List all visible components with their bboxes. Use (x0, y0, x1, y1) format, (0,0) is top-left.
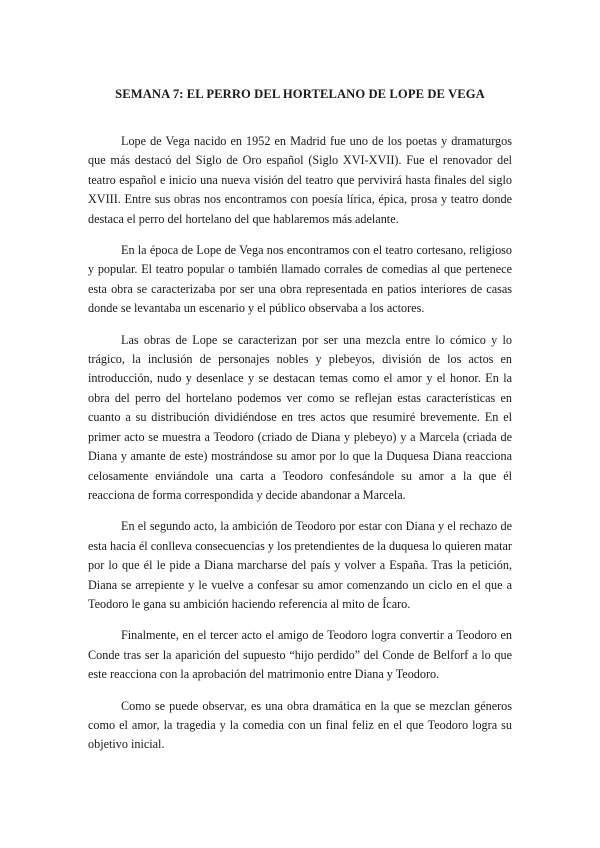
paragraph-second-act: En el segundo acto, la ambición de Teodoro por estar con Diana y el rechazo de esta hacia él conlleva consecuencias y los pretendientes de la duquesa lo quieren matar por lo que él le pide a Diana marcharse del país y volver a España. Tras la petición, Diana se arrepiente y le vuelve a confesar su amor comenzando un ciclo en el que a Teodoro le gana su ambición haciendo referencia al mito de Ícaro. (88, 519, 512, 611)
paragraph-third-act: Finalmente, en el tercer acto el amigo de Teodoro logra convertir a Teodoro en Conde tras ser la aparición del supuesto “hijo perdido” del Conde de Belforf a lo que este reacciona con la aprobación del matrimonio entre Diana y Teodoro. (88, 628, 512, 682)
paragraph-conclusion: Como se puede observar, es una obra dramática en la que se mezclan géneros como el amor, la tragedia y la comedia con un final feliz en el que Teodoro logra su objetivo inicial. (88, 698, 512, 752)
paragraph-first-act: Las obras de Lope se caracterizan por ser una mezcla entre lo cómico y lo trágico, la inclusión de personajes nobles y plebeyos, división de los actos en introducción, nudo y desenlace y se destacan temas como el amor y el honor. En la obra del perro del hortelano podemos ver como se reflejan estas características en cuanto a su distribución dividiéndose en tres actos que resumiré brevemente. En el primer acto se muestra a Teodoro (criado de Diana y plebeyo) y a Marcela (criada de Diana y amante de este) mostrándose su amor por lo que la Duquesa Diana reacciona celosamente enviándole una carta a Teodoro confesándole su amor a la que él reacciona de forma correspondida y decide abandonar a Marcela. (88, 332, 512, 502)
document-title: SEMANA 7: EL PERRO DEL HORTELANO DE LOPE DE VEGA (115, 87, 485, 101)
paragraph-intro: Lope de Vega nacido en 1952 en Madrid fue uno de los poetas y dramaturgos que más destacó del Siglo de Oro español (Siglo XVI-XVII). Fue el renovador del teatro español e inicio una nueva visión del teatro que pervivirá hasta finales del siglo XVIII. Entre sus obras nos encontramos con poesía lírica, épica, prosa y teatro donde destaca el perro del hortelano del que hablaremos más adelante. (88, 134, 512, 226)
paragraph-context: En la época de Lope de Vega nos encontramos con el teatro cortesano, religioso y popular. El teatro popular o también llamado corrales de comedias al que pertenece esta obra se caracterizaba por ser una obra representada en patios interiores de casas donde se levantaba un escenario y el público observaba a los actores. (88, 243, 512, 316)
